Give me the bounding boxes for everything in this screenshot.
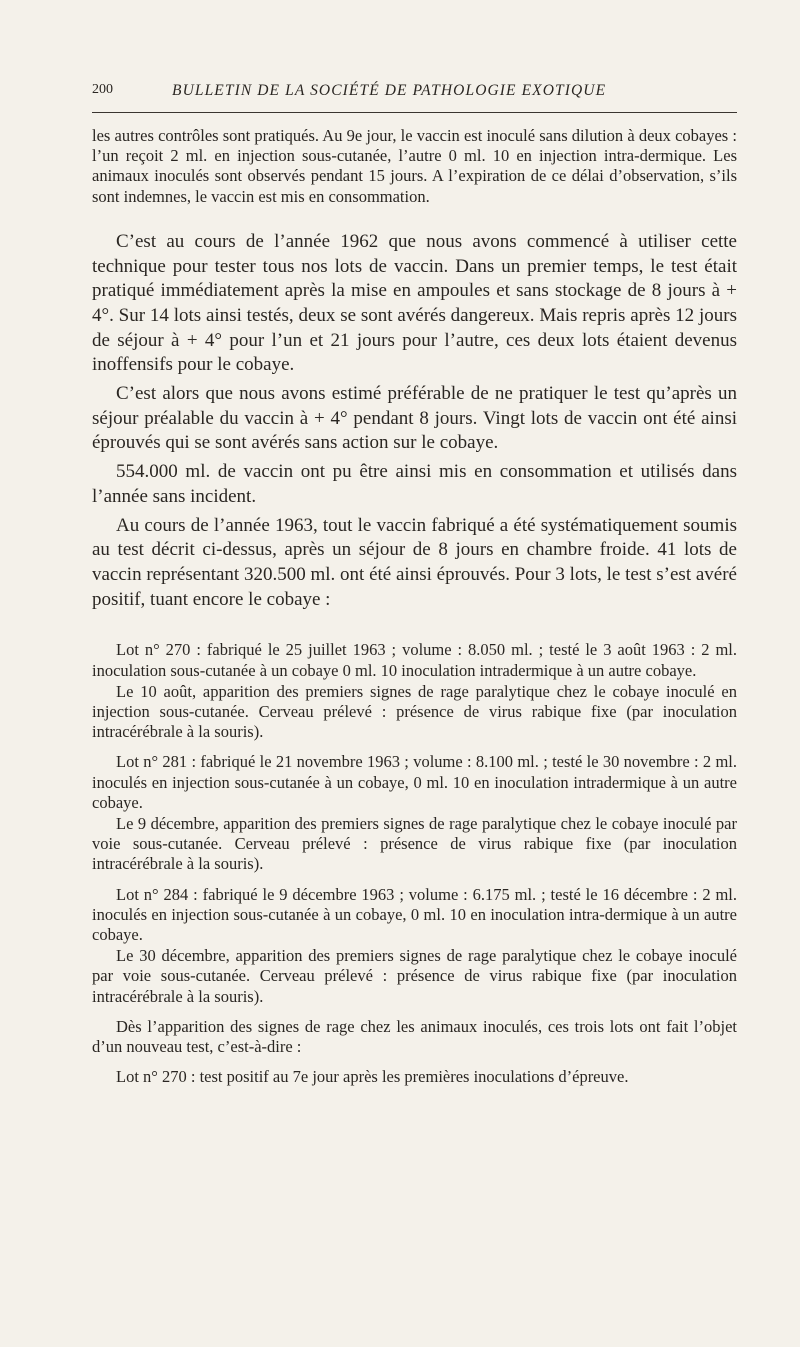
- page-header: [92, 82, 737, 104]
- header-rule: [92, 112, 737, 113]
- lot-270-retest-result: Lot n° 270 : test positif au 7e jour après les premières inoculations d’épreuve.: [116, 1067, 629, 1087]
- lot-281-outcome: Le 9 décembre, apparition des premiers signes de rage paralytique chez le cobaye inoculé par voie sous-cutanée. Cerveau prélevé : présence de virus rabique fixe (par inoculation intracérébrale à la souris).: [92, 813, 737, 874]
- running-title: BULLETIN DE LA SOCIÉTÉ DE PATHOLOGIE EXOTIQUE: [172, 82, 607, 99]
- paragraph-consumption-volume: 554.000 ml. de vaccin ont pu être ainsi mis en consommation et utilisés dans l’année sans incident.: [92, 461, 737, 507]
- paragraph-vaccine-controls: les autres contrôles sont pratiqués. Au 9e jour, le vaccin est inoculé sans dilution à deux cobayes : l’un reçoit 2 ml. en injection sous-cutanée, l’autre 0 ml. 10 en injection intra-dermique. Les animaux inoculés sont observés pendant 15 jours. A l’expiration de ce délai d’observation, s’ils sont indemnes, le vaccin est mis en consommation.: [92, 126, 737, 206]
- lot-284-outcome: Le 30 décembre, apparition des premiers signes de rage paralytique chez le cobaye inoculé par voie sous-cutanée. Cerveau prélevé : présence de virus rabique fixe (par inoculation intracérébrale à la souris).: [92, 946, 737, 1006]
- paragraph-retest: Dès l’apparition des signes de rage chez les animaux inoculés, ces trois lots ont fait l’objet d’un nouveau test, c’est-à-dire :: [92, 1016, 737, 1057]
- paragraph-1962-testing: C’est au cours de l’année 1962 que nous avons commencé à utiliser cette technique pour tester tous nos lots de vaccin. Dans un premier temps, le test était pratiqué immédiatement après la mise en ampoules et sans stockage de 8 jours à + 4°. Sur 14 lots ainsi testés, deux se sont avérés dangereux. Mais repris après 12 jours de séjour à + 4° pour l’un et 21 jours pour l’autre, ces deux lots étaient devenus inoffensifs pour le cobaye.: [92, 230, 737, 376]
- lot-281-details: Lot n° 281 : fabriqué le 21 novembre 1963 ; volume : 8.100 ml. ; testé le 30 novembre : 2 ml. inoculés en injection sous-cutanée à un cobaye, 0 ml. 10 en inoculation intradermique à un autre cobaye.: [92, 752, 737, 812]
- paragraph-preliminary-stay: C’est alors que nous avons estimé préférable de ne pratiquer le test qu’après un séjour préalable du vaccin à + 4° pendant 8 jours. Vingt lots de vaccin ont été ainsi éprouvés qui se sont avérés sans action sur le cobaye.: [92, 383, 737, 454]
- paragraph-1963-testing: Au cours de l’année 1963, tout le vaccin fabriqué a été systématiquement soumis au test décrit ci-dessus, après un séjour de 8 jours en chambre froide. 41 lots de vaccin représentant 320.500 ml. ont été ainsi éprouvés. Pour 3 lots, le test s’est avéré positif, tuant encore le cobaye :: [92, 514, 737, 610]
- lot-270-outcome: Le 10 août, apparition des premiers signes de rage paralytique chez le cobaye inoculé en injection sous-cutanée. Cerveau prélevé : présence de virus rabique fixe (par inoculation intracérébrale à la souris).: [92, 681, 737, 742]
- lot-270-details: Lot n° 270 : fabriqué le 25 juillet 1963 ; volume : 8.050 ml. ; testé le 3 août 1963 : 2 ml. inoculation sous-cutanée à un cobaye 0 ml. 10 inoculation intradermique à un autre cobaye.: [92, 640, 737, 680]
- article-body: [92, 126, 737, 1087]
- lot-284-details: Lot n° 284 : fabriqué le 9 décembre 1963 ; volume : 6.175 ml. ; testé le 16 décembre : 2 ml. inoculés en injection sous-cutanée à un cobaye, 0 ml. 10 en inoculation intra-dermique à un autre cobaye.: [92, 884, 737, 944]
- page-number: 200: [92, 82, 113, 97]
